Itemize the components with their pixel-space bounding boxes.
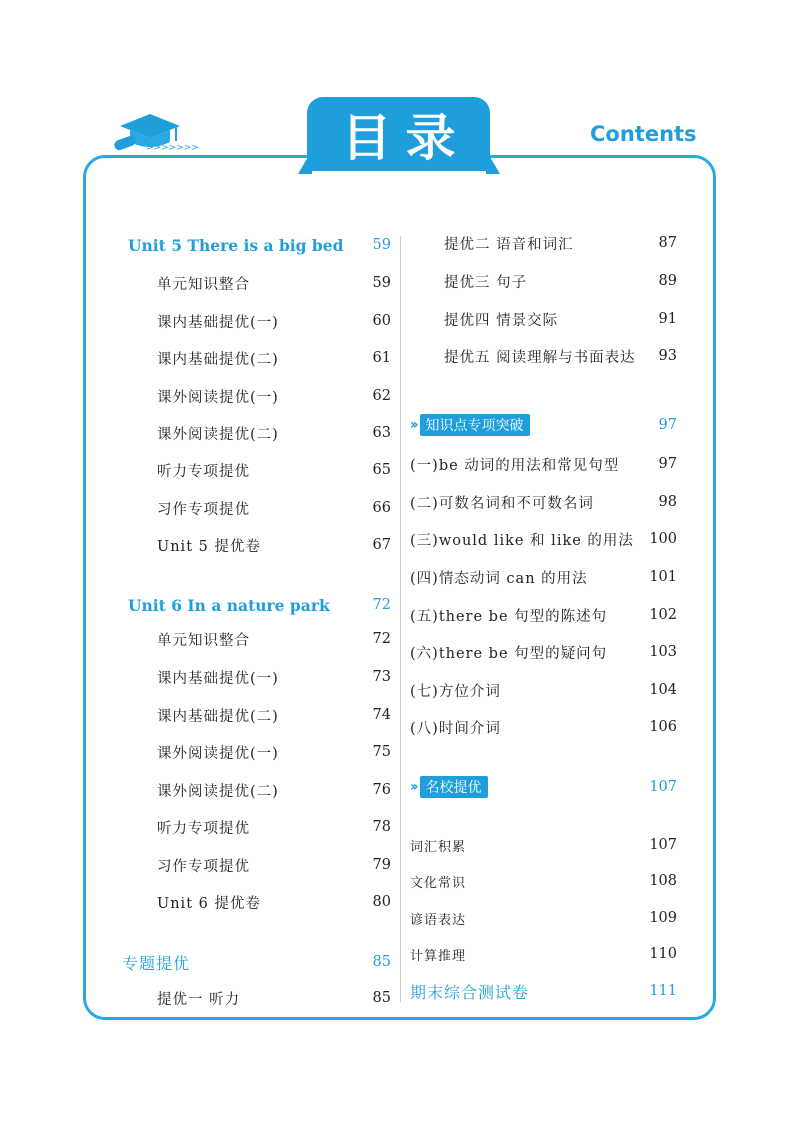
page-number: 97 bbox=[658, 456, 677, 472]
entry-label: Unit 6 提优卷 bbox=[157, 895, 261, 912]
page-number: 103 bbox=[649, 644, 677, 660]
knowledge-heading[interactable] bbox=[410, 413, 677, 437]
entry-label: (三)would like 和 like 的用法 bbox=[410, 532, 634, 549]
toc-entry[interactable] bbox=[444, 269, 677, 293]
section-title: 专题提优 bbox=[122, 953, 191, 973]
page-number: 62 bbox=[372, 388, 391, 404]
toc-entry[interactable] bbox=[410, 452, 677, 476]
entry-label: 课外阅读提优(一) bbox=[157, 389, 279, 406]
toc-entry[interactable] bbox=[157, 271, 391, 295]
section-title: 期末综合测试卷 bbox=[410, 982, 530, 1002]
toc-entry[interactable] bbox=[157, 778, 391, 802]
toc-entry[interactable] bbox=[157, 384, 391, 408]
section-badge: 知识点专项突破 bbox=[420, 414, 530, 436]
page-number: 97 bbox=[658, 417, 677, 433]
unit6-heading[interactable] bbox=[128, 593, 391, 617]
page-number: 102 bbox=[649, 607, 677, 623]
section-badge: 名校提优 bbox=[420, 776, 488, 798]
final-exam-heading[interactable] bbox=[410, 979, 677, 1003]
page-number: 91 bbox=[658, 311, 677, 327]
toc-entry[interactable] bbox=[410, 942, 677, 966]
page-number: 60 bbox=[372, 313, 391, 329]
double-chevron-icon: ›› bbox=[410, 779, 416, 795]
entry-label: 听力专项提优 bbox=[157, 463, 250, 480]
unit-title: Unit 6 In a nature park bbox=[128, 595, 330, 615]
toc-entry[interactable] bbox=[444, 231, 677, 255]
entry-label: 词汇积累 bbox=[410, 839, 467, 855]
entry-label: 课内基础提优(一) bbox=[157, 314, 279, 331]
toc-entry[interactable] bbox=[410, 678, 677, 702]
page-number: 72 bbox=[372, 631, 391, 647]
page-number: 61 bbox=[372, 350, 391, 366]
page-number: 59 bbox=[372, 275, 391, 291]
entry-label: 提优三 句子 bbox=[444, 274, 528, 291]
toc-entry[interactable] bbox=[157, 890, 391, 914]
svg-text:>>>>>>>: >>>>>>> bbox=[146, 143, 199, 153]
page-number: 108 bbox=[649, 873, 677, 889]
special-heading[interactable] bbox=[122, 950, 391, 974]
entry-label: (七)方位介词 bbox=[410, 683, 501, 700]
entry-label: (二)可数名词和不可数名词 bbox=[410, 495, 594, 512]
page-number: 85 bbox=[372, 954, 391, 970]
toc-entry[interactable] bbox=[157, 703, 391, 727]
toc-entry[interactable] bbox=[157, 421, 391, 445]
toc-entry[interactable] bbox=[157, 346, 391, 370]
toc-entry[interactable] bbox=[444, 344, 677, 368]
toc-entry[interactable] bbox=[157, 458, 391, 482]
toc-entry[interactable] bbox=[157, 853, 391, 877]
page-title: 目录 bbox=[341, 109, 470, 167]
entry-label: 听力专项提优 bbox=[157, 820, 250, 837]
entry-label: 单元知识整合 bbox=[157, 632, 250, 649]
page-number: 111 bbox=[649, 983, 677, 999]
entry-label: 计算推理 bbox=[410, 948, 467, 964]
page-number: 63 bbox=[372, 425, 391, 441]
toc-entry[interactable] bbox=[444, 307, 677, 331]
entry-label: (八)时间介词 bbox=[410, 720, 501, 737]
toc-entry[interactable] bbox=[410, 565, 677, 589]
toc-entry[interactable] bbox=[157, 815, 391, 839]
toc-entry[interactable] bbox=[410, 490, 677, 514]
toc-entry[interactable] bbox=[410, 527, 677, 551]
toc-entry[interactable] bbox=[410, 715, 677, 739]
page-number: 78 bbox=[372, 819, 391, 835]
title-tab bbox=[307, 97, 490, 171]
page-number: 109 bbox=[649, 910, 677, 926]
entry-label: 课内基础提优(二) bbox=[157, 708, 279, 725]
page-number: 106 bbox=[649, 719, 677, 735]
page-number: 75 bbox=[372, 744, 391, 760]
graduation-cap-icon bbox=[110, 108, 199, 158]
page-number: 74 bbox=[372, 707, 391, 723]
unit-title: Unit 5 There is a big bed bbox=[128, 235, 344, 255]
entry-label: 提优二 语音和词汇 bbox=[444, 236, 574, 253]
page-number: 101 bbox=[649, 569, 677, 585]
page-subtitle: Contents bbox=[590, 122, 697, 146]
page-number: 89 bbox=[658, 273, 677, 289]
famous-heading[interactable] bbox=[410, 775, 677, 799]
page-number: 67 bbox=[372, 537, 391, 553]
column-divider bbox=[400, 236, 401, 1002]
page-number: 98 bbox=[658, 494, 677, 510]
toc-entry[interactable] bbox=[410, 869, 677, 893]
entry-label: (四)情态动词 can 的用法 bbox=[410, 570, 588, 587]
unit5-heading[interactable] bbox=[128, 233, 391, 257]
toc-entry[interactable] bbox=[157, 533, 391, 557]
page-number: 66 bbox=[372, 500, 391, 516]
page-number: 73 bbox=[372, 669, 391, 685]
page-number: 104 bbox=[649, 682, 677, 698]
toc-entry[interactable] bbox=[157, 665, 391, 689]
entry-label: 课外阅读提优(一) bbox=[157, 745, 279, 762]
entry-label: 提优五 阅读理解与书面表达 bbox=[444, 349, 636, 366]
entry-label: 文化常识 bbox=[410, 875, 467, 891]
page-number: 72 bbox=[372, 597, 391, 613]
page-number: 87 bbox=[658, 235, 677, 251]
toc-entry[interactable] bbox=[410, 640, 677, 664]
entry-label: 课内基础提优(一) bbox=[157, 670, 279, 687]
page-number: 85 bbox=[372, 990, 391, 1006]
page-number: 79 bbox=[372, 857, 391, 873]
page-number: 110 bbox=[649, 946, 677, 962]
entry-label: 课内基础提优(二) bbox=[157, 351, 279, 368]
entry-label: (六)there be 句型的疑问句 bbox=[410, 645, 608, 662]
page-number: 93 bbox=[658, 348, 677, 364]
entry-label: Unit 5 提优卷 bbox=[157, 538, 261, 555]
page-number: 76 bbox=[372, 782, 391, 798]
entry-label: 课外阅读提优(二) bbox=[157, 783, 279, 800]
entry-label: 提优一 听力 bbox=[157, 991, 241, 1008]
entry-label: 课外阅读提优(二) bbox=[157, 426, 279, 443]
entry-label: 习作专项提优 bbox=[157, 858, 250, 875]
page-number: 107 bbox=[649, 837, 677, 853]
entry-label: 习作专项提优 bbox=[157, 501, 250, 518]
entry-label: (一)be 动词的用法和常见句型 bbox=[410, 457, 620, 474]
entry-label: 谚语表达 bbox=[410, 912, 467, 928]
entry-label: 单元知识整合 bbox=[157, 276, 250, 293]
toc-entry[interactable] bbox=[410, 603, 677, 627]
toc-entry[interactable] bbox=[157, 740, 391, 764]
toc-entry[interactable] bbox=[157, 496, 391, 520]
page-number: 59 bbox=[372, 237, 391, 253]
toc-entry[interactable] bbox=[410, 833, 677, 857]
toc-entry[interactable] bbox=[410, 906, 677, 930]
page-number: 80 bbox=[372, 894, 391, 910]
page-number: 100 bbox=[649, 531, 677, 547]
entry-label: 提优四 情景交际 bbox=[444, 312, 559, 329]
page-number: 65 bbox=[372, 462, 391, 478]
toc-entry[interactable] bbox=[157, 627, 391, 651]
entry-label: (五)there be 句型的陈述句 bbox=[410, 608, 608, 625]
toc-entry[interactable] bbox=[157, 309, 391, 333]
double-chevron-icon: ›› bbox=[410, 417, 416, 433]
page-number: 107 bbox=[649, 779, 677, 795]
toc-entry[interactable] bbox=[157, 986, 391, 1010]
